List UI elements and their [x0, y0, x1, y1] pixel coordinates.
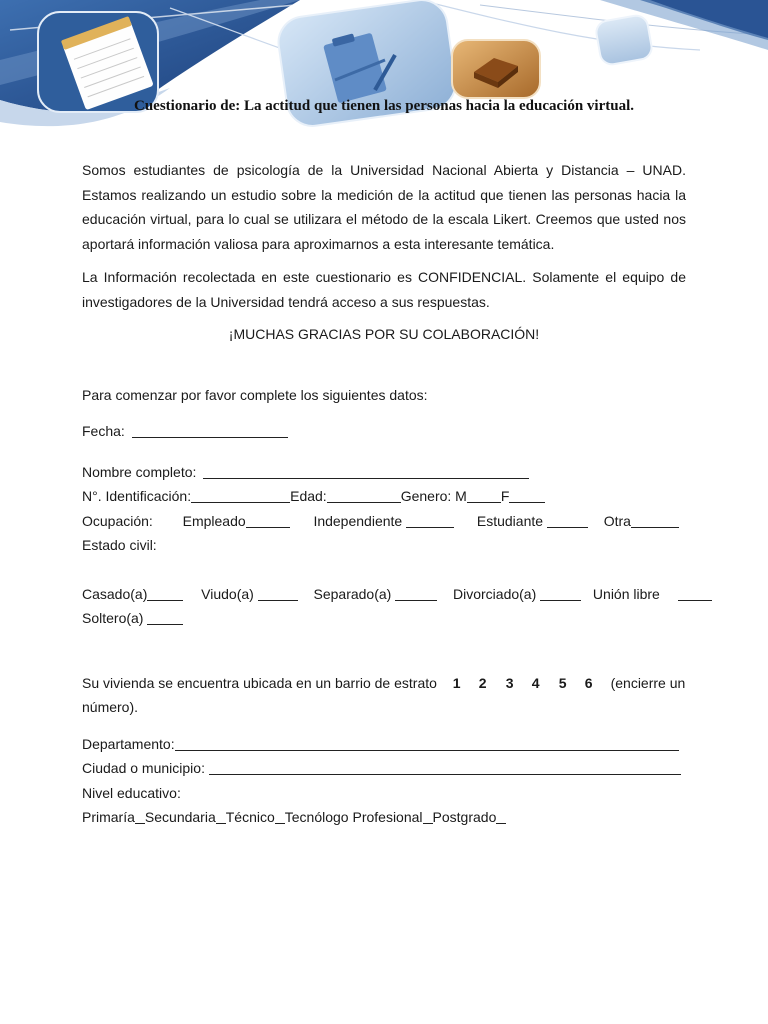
independiente-field[interactable]: [406, 512, 454, 528]
page-title: Cuestionario de: La actitud que tienen las personas hacia la educación virtual.: [133, 98, 635, 114]
ocupacion-label: Ocupación:: [82, 512, 153, 529]
primaria-field[interactable]: [135, 808, 145, 824]
intro-paragraph: Somos estudiantes de psicología de la Universidad Nacional Abierta y Distancia – UNAD. Estamos realizando un estudio sobre la medición de la actitud que tienen las personas hacia la educación virtual, para lo cual se utilizara el método de la escala Likert. Creemos que usted nos aportará información valiosa para aproximarnos a esta interesante temática.: [82, 162, 686, 252]
otra-field[interactable]: [631, 512, 679, 528]
header-banner: [0, 0, 768, 140]
genero-f-label: F: [500, 488, 510, 504]
separado-label: Separado(a): [313, 585, 392, 602]
divorciado-label: Divorciado(a): [453, 585, 537, 602]
genero-label: Genero: M: [400, 488, 467, 504]
estrato-option-1[interactable]: 1: [452, 674, 461, 691]
union-libre-label: Unión libre: [592, 585, 660, 602]
ocupacion-otra: Otra: [603, 512, 631, 529]
estado-civil-label: Estado civil:: [82, 537, 157, 553]
fecha-field[interactable]: [132, 422, 288, 438]
identificacion-label: N°. Identificación:: [82, 488, 192, 504]
estrato-label: Su vivienda se encuentra ubicada en un barrio de estrato: [82, 674, 437, 691]
identificacion-field[interactable]: [191, 487, 290, 503]
nombre-label: Nombre completo:: [82, 463, 197, 480]
nivel-tecnico: Técnico: [225, 809, 275, 825]
nombre-field[interactable]: [203, 463, 529, 479]
estudiante-field[interactable]: [547, 512, 588, 528]
profesional-field[interactable]: [423, 808, 433, 824]
nivel-primaria: Primaría: [82, 809, 135, 825]
ciudad-label: Ciudad o municipio:: [82, 760, 205, 776]
estrato-option-2[interactable]: 2: [478, 674, 487, 691]
ocupacion-independiente: Independiente: [313, 512, 403, 529]
fecha-label: Fecha:: [82, 423, 125, 439]
empleado-field[interactable]: [246, 512, 290, 528]
estrato-hint-end: número).: [82, 699, 139, 715]
ciudad-field[interactable]: [209, 759, 681, 775]
nivel-tecnologo: Tecnólogo Profesional: [284, 809, 423, 825]
thanks-text: ¡MUCHAS GRACIAS POR SU COLABORACIÓN!: [228, 326, 540, 342]
book-icon: [452, 40, 540, 98]
edad-label: Edad:: [290, 488, 327, 504]
separado-field[interactable]: [395, 585, 437, 601]
union-libre-field[interactable]: [678, 585, 712, 601]
viudo-label: Viudo(a): [201, 585, 254, 602]
edad-field[interactable]: [327, 487, 401, 503]
nivel-secundaria: Secundaria: [144, 809, 216, 825]
secundaria-field[interactable]: [216, 808, 226, 824]
casado-field[interactable]: [147, 585, 183, 601]
nivel-label: Nivel educativo:: [82, 784, 181, 801]
tecnico-field[interactable]: [275, 808, 285, 824]
soltero-label: Soltero(a): [82, 610, 144, 626]
ocupacion-empleado: Empleado: [182, 512, 246, 529]
genero-m-field[interactable]: [467, 487, 501, 503]
soltero-field[interactable]: [147, 609, 183, 625]
estrato-option-3[interactable]: 3: [505, 674, 514, 691]
viudo-field[interactable]: [258, 585, 298, 601]
departamento-label: Departamento:: [82, 735, 175, 752]
notepad-icon: [38, 12, 158, 112]
divorciado-field[interactable]: [540, 585, 581, 601]
estrato-option-5[interactable]: 5: [558, 674, 567, 691]
document-body: [82, 158, 686, 830]
nivel-postgrado: Postgrado: [432, 809, 497, 825]
departamento-field[interactable]: [175, 735, 679, 751]
estrato-hint: (encierre un: [610, 674, 686, 691]
estrato-option-4[interactable]: 4: [531, 674, 540, 691]
postgrado-field[interactable]: [496, 808, 506, 824]
form-intro: Para comenzar por favor complete los siguientes datos:: [82, 386, 428, 403]
ocupacion-estudiante: Estudiante: [476, 512, 544, 529]
confidential-paragraph: La Información recolectada en este cuestionario es CONFIDENCIAL. Solamente el equipo de investigadores de la Universidad tendrá acceso a sus respuestas.: [82, 269, 686, 310]
casado-label: Casado(a): [82, 585, 148, 602]
estrato-option-6[interactable]: 6: [584, 674, 593, 691]
genero-f-field[interactable]: [509, 487, 545, 503]
